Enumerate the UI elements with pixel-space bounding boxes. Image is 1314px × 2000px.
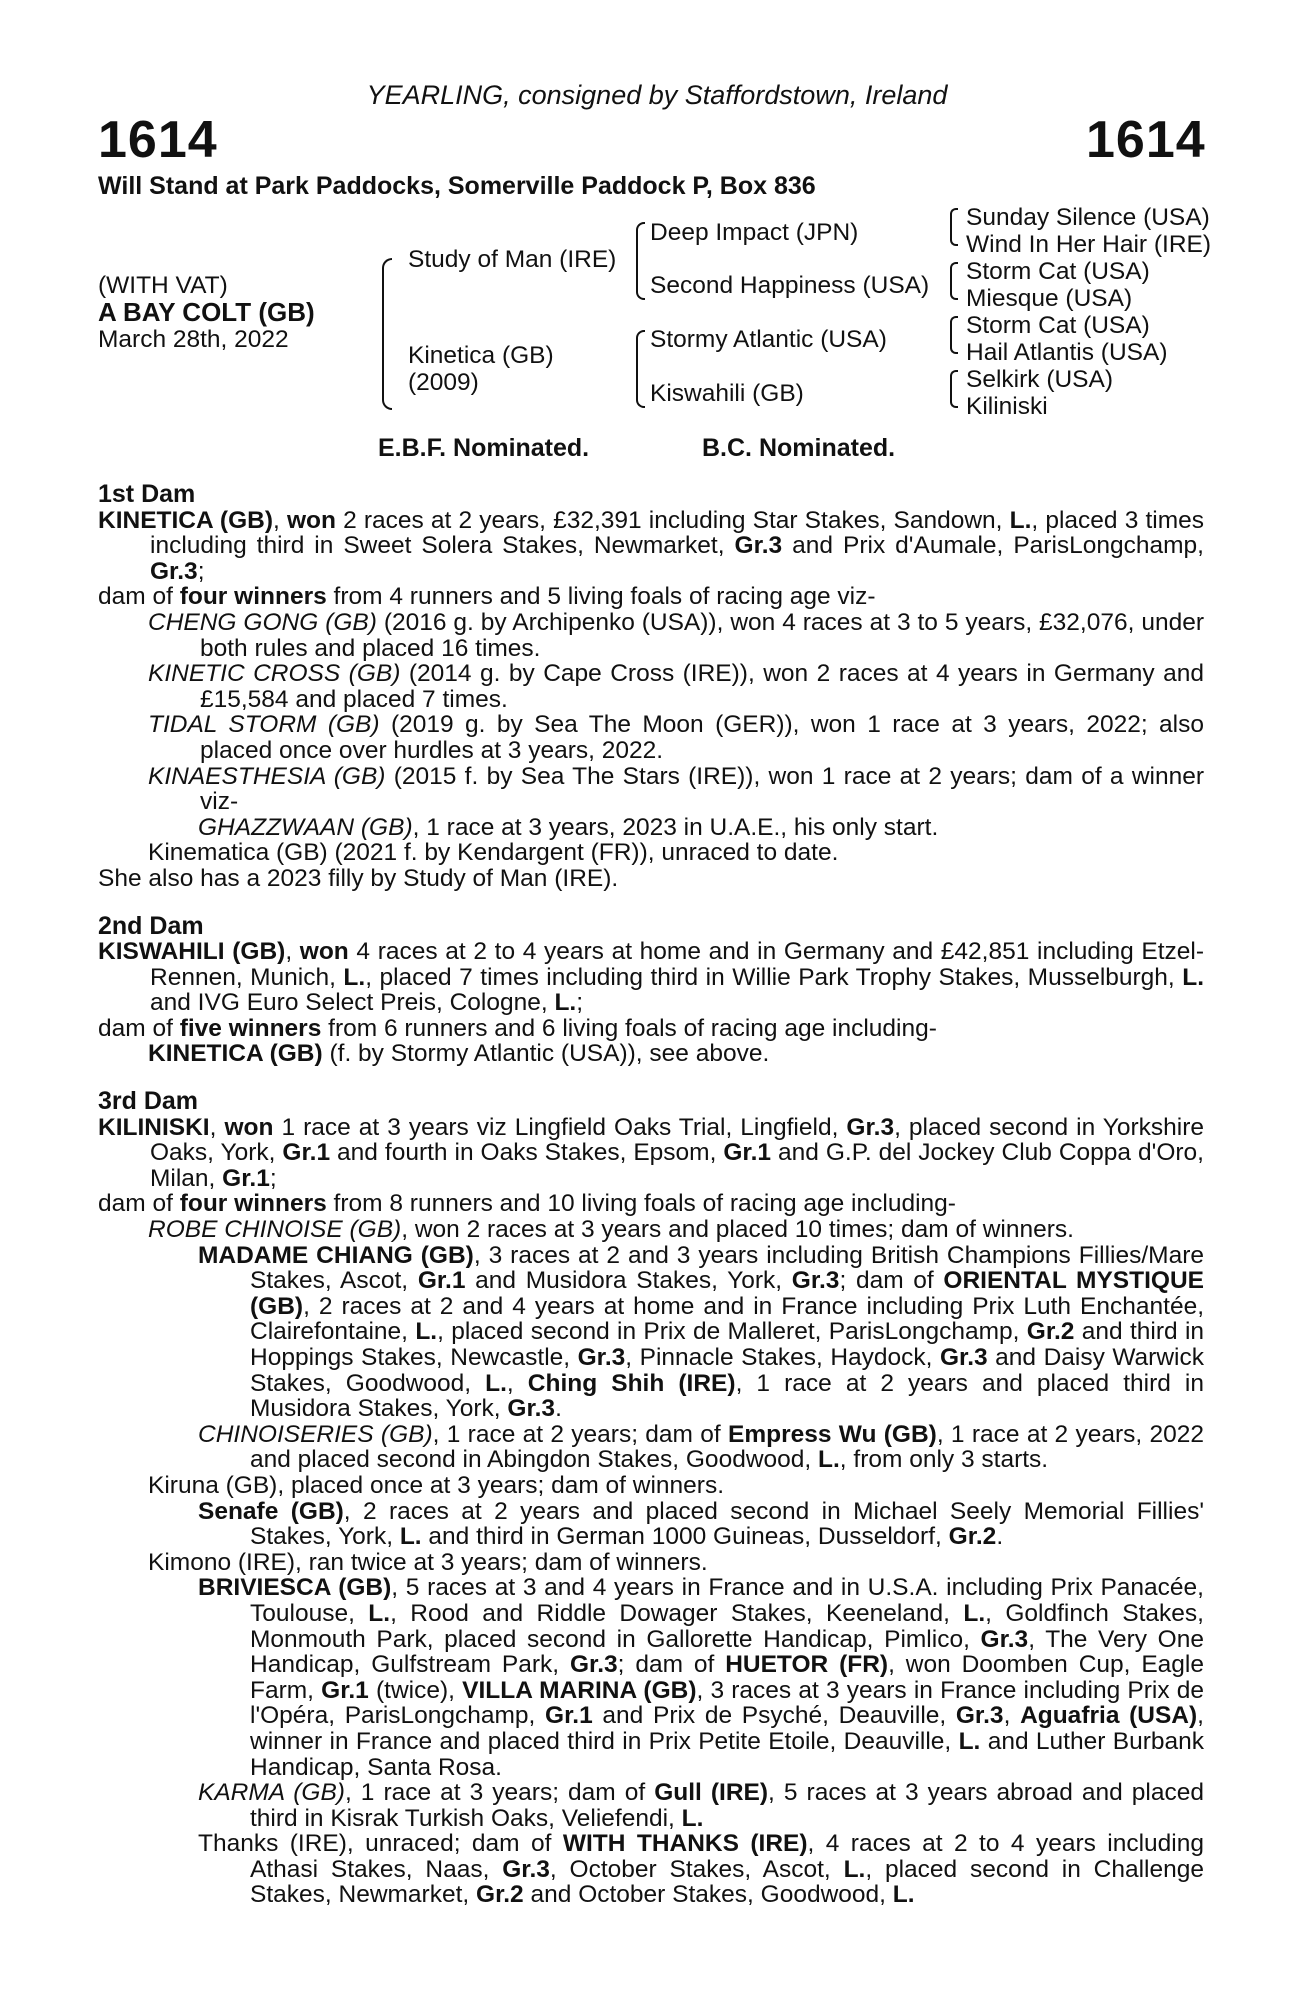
second-dam-heading: 2nd Dam <box>98 911 204 940</box>
list-item: CHINOISERIES (GB), 1 race at 2 years; dam of Empress Wu (GB), 1 race at 2 years, 2022 and placed second in Abingdon Stakes, Goodwood, L., from only 3 starts. <box>198 1420 1204 1474</box>
pedigree-brace-sire <box>636 222 645 300</box>
pedigree-brace-g3 <box>950 316 958 354</box>
pedigree-dam-year: (2009) <box>408 369 479 396</box>
third-dam-record: KILINISKI, won 1 race at 3 years viz Lingfield Oaks Trial, Lingfield, Gr.3, placed second in Yorkshire Oaks, York, Gr.1 and fourth in Oaks Stakes, Epsom, Gr.1 and G.P. del Jockey Club Coppa d'Oro, Milan, Gr.1; <box>98 1113 1205 1192</box>
pedigree-sire: Study of Man (IRE) <box>408 246 617 273</box>
first-dam-record: KINETICA (GB), won 2 races at 2 years, £32,391 including Star Stakes, Sandown, L., placed 3 times including third in Sweet Solera Stakes, Newmarket, Gr.3 and Prix d'Aumale, ParisLongchamp, Gr.3; <box>98 506 1204 585</box>
list-item: Thanks (IRE), unraced; dam of WITH THANKS (IRE), 4 races at 2 to 4 years including Athasi Stakes, Naas, Gr.3, October Stakes, Ascot, L., placed second in Challenge Stakes, Newmarket, Gr.2 and October Stakes, Goodwood, L. <box>198 1830 1204 1909</box>
list-item: KINETIC CROSS (GB) (2014 g. by Cape Cross (IRE)), won 2 races at 4 years in Germany and £15,584 and placed 7 times. <box>148 660 1204 713</box>
first-dam-produce-summary: dam of four winners from 4 runners and 5 living foals of racing age viz- <box>98 583 876 611</box>
pedigree-dam: Kinetica (GB) <box>408 342 554 369</box>
pedigree-brace-main <box>382 258 392 410</box>
pedigree-g2: Wind In Her Hair (IRE) <box>966 231 1212 258</box>
list-item: Kimono (IRE), ran twice at 3 years; dam of winners. <box>148 1548 708 1576</box>
list-item: Kiruna (GB), placed once at 3 years; dam of winners. <box>148 1471 725 1499</box>
first-dam-note: She also has a 2023 filly by Study of Man (IRE). <box>98 864 619 892</box>
pedigree-brace-g4 <box>950 370 958 408</box>
horse-name: A BAY COLT (GB) <box>98 297 315 327</box>
list-item: KINETICA (GB) (f. by Stormy Atlantic (USA)), see above. <box>148 1040 770 1068</box>
foaled-date: March 28th, 2022 <box>98 326 289 353</box>
catalogue-body <box>98 482 1204 1908</box>
vat-label: (WITH VAT) <box>98 272 228 299</box>
second-dam-record: KISWAHILI (GB), won 4 races at 2 to 4 years at home and in Germany and £42,851 including Etzel- Rennen, Munich, L., placed 7 times including third in Willie Park Trophy Stakes, Musselburgh, L. and IVG Euro Select Preis, Cologne, L.; <box>98 938 1205 1017</box>
third-dam-section <box>98 1089 1204 1908</box>
pedigree-brace-g1 <box>950 208 958 246</box>
list-item: KINAESTHESIA (GB) (2015 f. by Sea The Stars (IRE)), won 1 race at 2 years; dam of a winner viz- <box>148 762 1204 816</box>
list-item: KARMA (GB), 1 race at 3 years; dam of Gull (IRE), 5 races at 3 years abroad and placed third in Kisrak Turkish Oaks, Veliefendi, L. <box>198 1779 1204 1832</box>
list-item: Senafe (GB), 2 races at 2 years and placed second in Michael Seely Memorial Fillies' Stakes, York, L. and third in German 1000 Guineas, Dusseldorf, Gr.2. <box>198 1497 1204 1551</box>
third-dam-produce-summary: dam of four winners from 8 runners and 10 living foals of racing age including- <box>98 1190 956 1218</box>
pedigree-g3: Storm Cat (USA) <box>966 258 1150 285</box>
pedigree-sire-sire: Deep Impact (JPN) <box>650 219 859 246</box>
pedigree-dam-dam: Kiswahili (GB) <box>650 380 804 407</box>
list-item: GHAZZWAAN (GB), 1 race at 3 years, 2023 in U.A.E., his only start. <box>198 813 939 841</box>
list-item: ROBE CHINOISE (GB), won 2 races at 3 years and placed 10 times; dam of winners. <box>148 1216 1074 1244</box>
pedigree-g4: Miesque (USA) <box>966 285 1133 312</box>
pedigree-sire-dam: Second Happiness (USA) <box>650 272 930 299</box>
list-item: Kinematica (GB) (2021 f. by Kendargent (FR)), unraced to date. <box>148 839 839 867</box>
lot-subtitle: YEARLING, consigned by Staffordstown, Ireland <box>366 80 948 110</box>
pedigree-brace-g2 <box>950 262 958 300</box>
lot-number-right: 1614 <box>1086 111 1206 169</box>
pedigree-g7: Selkirk (USA) <box>966 366 1114 393</box>
pedigree-g1: Sunday Silence (USA) <box>966 204 1210 231</box>
pedigree-g8: Kiliniski <box>966 393 1048 420</box>
pedigree-dam-sire: Stormy Atlantic (USA) <box>650 326 887 353</box>
ebf-nomination: E.B.F. Nominated. <box>378 434 590 462</box>
list-item: TIDAL STORM (GB) (2019 g. by Sea The Moon (GER)), won 1 race at 3 years, 2022; also placed once over hurdles at 3 years, 2022. <box>148 711 1204 764</box>
bc-nomination: B.C. Nominated. <box>702 434 896 462</box>
second-dam-section <box>98 911 1205 1068</box>
second-dam-produce-summary: dam of five winners from 6 runners and 6 living foals of racing age including- <box>98 1014 937 1042</box>
first-dam-section <box>98 482 1204 892</box>
first-dam-heading: 1st Dam <box>98 480 196 508</box>
pedigree-g6: Hail Atlantis (USA) <box>966 339 1168 366</box>
list-item: BRIVIESCA (GB), 5 races at 3 and 4 years in France and in U.S.A. including Prix Panacée, Toulouse, L., Rood and Riddle Dowager Stakes, Keeneland, L., Goldfinch Stakes, Monmouth Park, placed second in Gallorette Handicap, Pimlico, Gr.3, The Very One Handicap, Gulfstream Park, Gr.3; dam of HUETOR (FR), won Doomben Cup, Eagle Farm, Gr.1 (twice), VILLA MARINA (GB), 3 races at 3 years in France including Prix de l'Opéra, ParisLongchamp, Gr.1 and Prix de Psyché, Deauville, Gr.3, Aguafria (USA), winner in France and placed third in Prix Petite Etoile, Deauville, L. and Luther Burbank Handicap, Santa Rosa. <box>198 1574 1204 1781</box>
third-dam-heading: 3rd Dam <box>98 1087 199 1116</box>
stand-location: Will Stand at Park Paddocks, Somerville Paddock P, Box 836 <box>98 172 816 200</box>
lot-number-left: 1614 <box>98 111 218 169</box>
pedigree-g5: Storm Cat (USA) <box>966 312 1150 339</box>
list-item: MADAME CHIANG (GB), 3 races at 2 and 3 years including British Champions Fillies/Mare Stakes, Ascot, Gr.1 and Musidora Stakes, York, Gr.3; dam of ORIENTAL MYSTIQUE (GB), 2 races at 2 and 4 years at home and in France including Prix Luth Enchantée, Clairefontaine, L., placed second in Prix de Malleret, ParisLongchamp, Gr.2 and third in Hoppings Stakes, Newcastle, Gr.3, Pinnacle Stakes, Haydock, Gr.3 and Daisy Warwick Stakes, Goodwood, L., Ching Shih (IRE), 1 race at 2 years and placed third in Musidora Stakes, York, Gr.3. <box>198 1241 1205 1423</box>
pedigree-brace-dam <box>636 330 645 408</box>
list-item: CHENG GONG (GB) (2016 g. by Archipenko (USA)), won 4 races at 3 to 5 years, £32,076, under both rules and placed 16 times. <box>148 608 1205 662</box>
